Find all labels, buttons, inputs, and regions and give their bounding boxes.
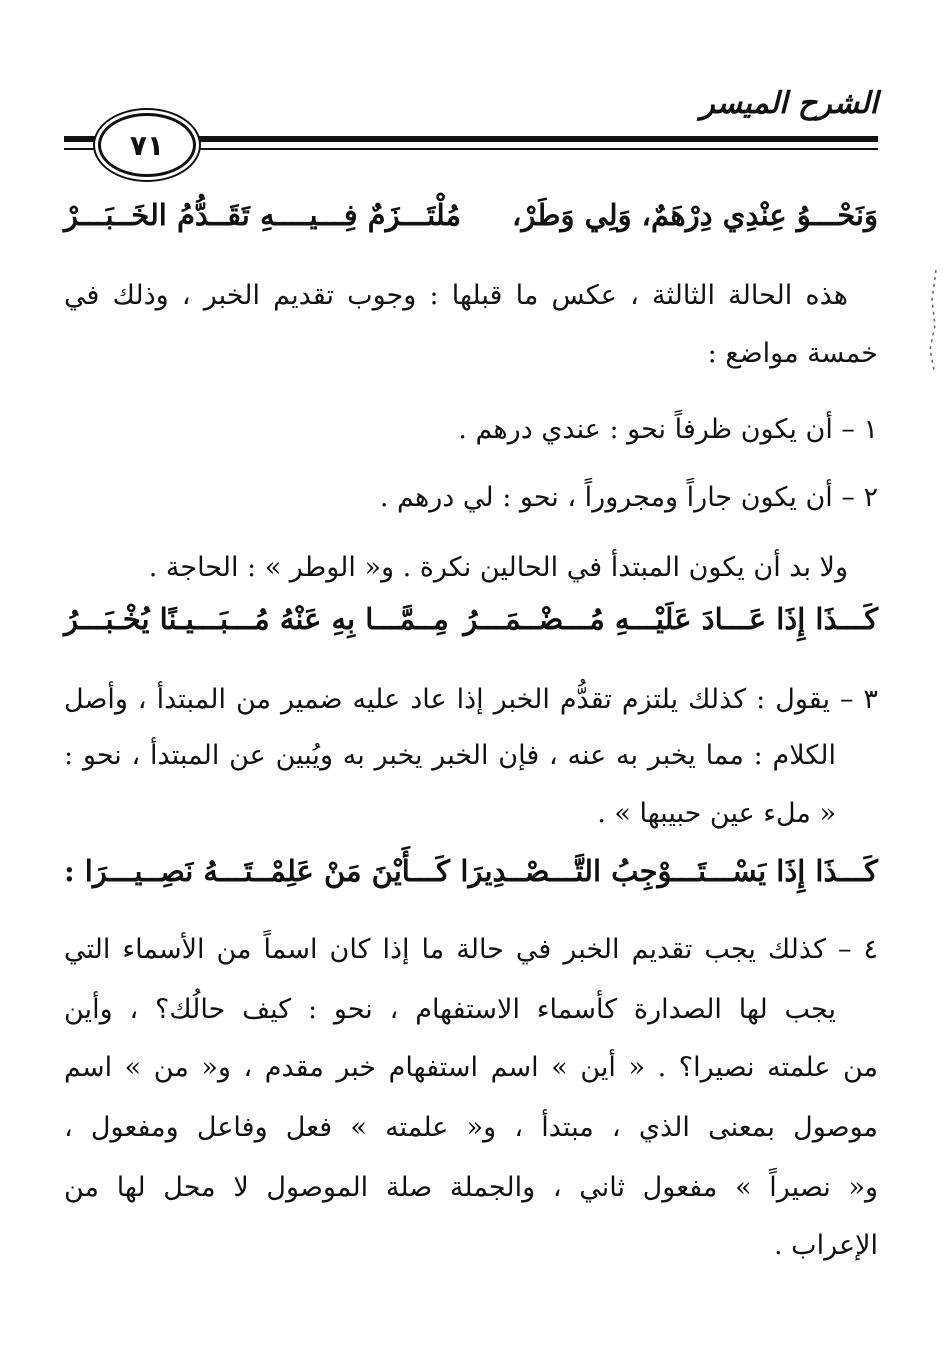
item-1: ١ – أن يكون ظرفاً نحو : عندي درهم . xyxy=(458,414,878,445)
verse-2 xyxy=(64,596,878,642)
item-4-line-4: موصول بمعنى الذي ، مبتدأ ، و« علمته » فعل وفاعل ومفعول ، xyxy=(64,1112,878,1143)
item-4-line-3: من علمته نصيرا؟ . « أين » اسم استفهام خبر مقدم ، و« من » اسم xyxy=(64,1052,878,1083)
page-number: ٧١ xyxy=(129,128,165,162)
verse-1-hemistich-2: مُلْتَـــزَمٌ فِـــيــــهِ تَقَــدُّمُ الخَــبَـــرْ xyxy=(64,198,462,232)
item-3-line-3: « ملء عين حبيبها » . xyxy=(597,798,836,829)
verse-3-hemistich-1: كَـــذَا إِذَا يَسْـــتَـــوْجِبُ التَّـــصْــدِيرَا xyxy=(460,854,878,888)
margin-mark-icon xyxy=(926,270,940,370)
item-4-line-2: يجب لها الصدارة كأسماء الاستفهام ، نحو : كيف حالُك؟ ، وأين xyxy=(64,994,836,1025)
verse-3 xyxy=(64,848,878,894)
item-4-line-1: ٤ – كذلك يجب تقديم الخبر في حالة ما إذا كان اسماً من الأسماء التي xyxy=(64,934,878,965)
item-3-line-2: الكلام : مما يخبر به عنه ، فإن الخبر يخبر به ويُبين عن المبتدأ ، نحو : xyxy=(64,740,836,771)
item-4-line-5: و« نصيراً » مفعول ثاني ، والجملة صلة الموصول لا محل لها من xyxy=(64,1172,878,1203)
verse-2-hemistich-1: كَـــذَا إِذَا عَـــادَ عَلَيْـــهِ مُـــضْــمَـــرُ xyxy=(463,602,878,636)
verse-3-hemistich-2: كَـــأَيْنَ مَنْ عَلِمْــتَـــهُ نَصِــيـــرَا : xyxy=(64,854,450,888)
note-1: ولا بد أن يكون المبتدأ في الحالين نكرة . و« الوطر » : الحاجة . xyxy=(148,552,848,583)
item-4-line-6: الإعراب . xyxy=(774,1230,878,1261)
verse-1 xyxy=(64,192,878,238)
item-2: ٢ – أن يكون جاراً ومجروراً ، نحو : لي درهم . xyxy=(379,482,878,513)
book-title: الشرح الميسر xyxy=(700,86,878,121)
verse-1-hemistich-1: وَنَحْـــوُ عِنْدِي دِرْهَمٌ، وَلِي وَطَرْ، xyxy=(512,198,878,232)
item-3-line-1: ٣ – يقول : كذلك يلتزم تقدُّم الخبر إذا عاد عليه ضمير من المبتدأ ، وأصل xyxy=(64,684,878,715)
page-number-badge xyxy=(98,113,196,177)
paragraph-1-line-2: خمسة مواضع : xyxy=(707,338,878,369)
paragraph-1-line-1: هذه الحالة الثالثة ، عكس ما قبلها : وجوب تقديم الخبر ، وذلك في xyxy=(64,280,848,311)
verse-2-hemistich-2: مِــمَّـــا بِهِ عَنْهُ مُـــبَـــيـنًا يُخْـبَـــرُ xyxy=(64,602,449,636)
